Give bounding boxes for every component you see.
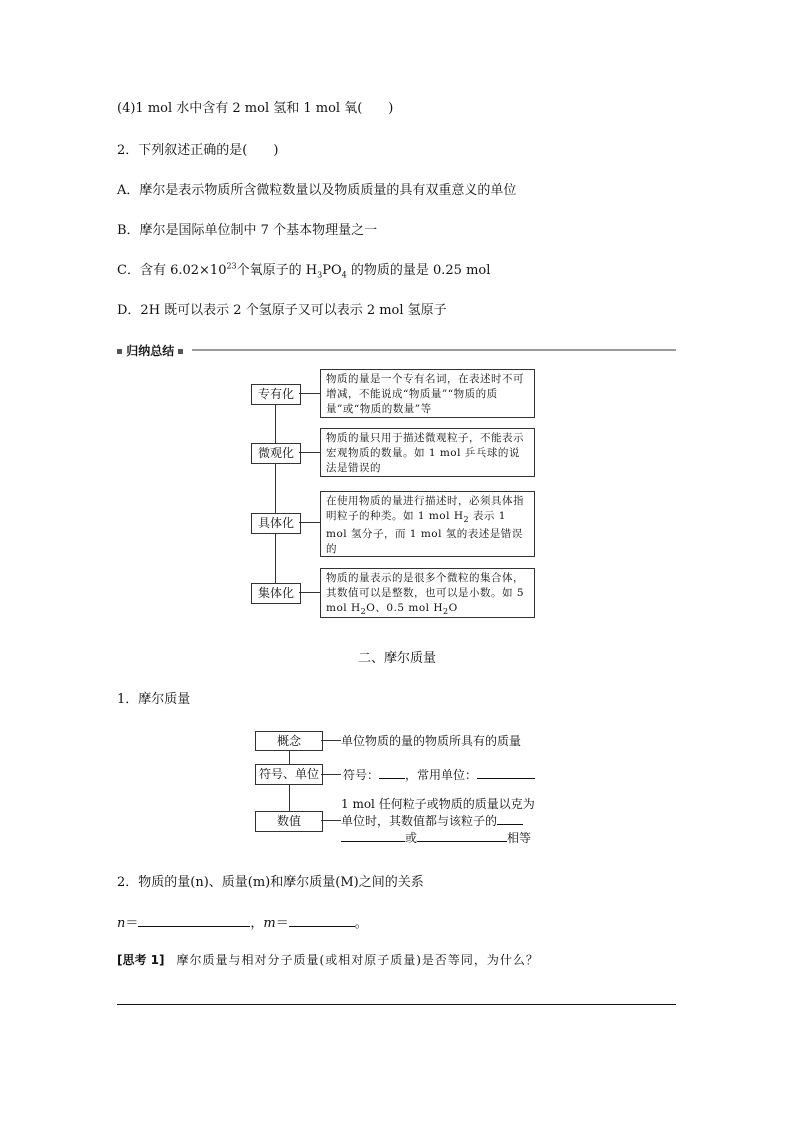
connector	[321, 774, 341, 775]
value-line-2-text: 单位时，其数值都与该粒子的	[341, 814, 498, 828]
question-2-option-d: D．2H 既可以表示 2 个氢原子又可以表示 2 mol 氢原子	[117, 303, 447, 318]
text-collective-a: 物质的量表示的是很多个微粒的集合体，其数值可以是整数，也可以是小数。如 5 mol H	[326, 572, 525, 614]
label-specific: 具体化	[251, 513, 301, 534]
value-or: 或	[405, 831, 418, 845]
summary-heading	[117, 342, 183, 359]
think-text: 摩尔质量与相对分子质量(或相对原子质量)是否等同，为什么？	[176, 953, 539, 967]
question-2-option-a: A．摩尔是表示物质所含微粒数量以及物质质量的具有双重意义的单位	[117, 183, 517, 198]
label-symbol-unit: 符号、单位	[255, 764, 323, 785]
text-collective-sub-2: 2	[443, 607, 449, 617]
option-c-mid: 个氧原子的 H	[236, 263, 318, 278]
label-value: 数值	[255, 811, 323, 832]
question-2-option-b: B．摩尔是国际单位制中 7 个基本物理量之一	[117, 223, 378, 238]
value-blank-a	[497, 812, 523, 825]
relation-heading: 2．物质的量(n)、质量(m)和摩尔质量(M)之间的关系	[117, 875, 424, 890]
question-2-stem: 2．下列叙述正确的是( )	[117, 143, 279, 158]
think-tag: [思考 1]	[117, 953, 165, 967]
option-c-prefix: C．含有 6.02×10	[117, 263, 227, 278]
value-line-2	[341, 812, 535, 829]
connector	[321, 820, 341, 821]
question-2-option-c	[117, 259, 490, 280]
relation-formula	[117, 912, 368, 931]
connector	[299, 393, 320, 394]
label-collective: 集体化	[251, 583, 301, 604]
text-specific	[320, 491, 535, 557]
square-bullet-icon	[117, 349, 122, 354]
connector	[321, 740, 341, 741]
summary-heading-text: 归纳总结	[126, 344, 175, 358]
answer-line	[117, 1004, 676, 1005]
option-c-sub-1: 3	[317, 270, 323, 280]
question-1-item-4: (4)1 mol 水中含有 2 mol 氢和 1 mol 氧( )	[117, 101, 394, 116]
value-text	[341, 796, 535, 846]
molar-mass-heading: 1．摩尔质量	[117, 692, 191, 707]
equals-sign: ＝	[125, 916, 139, 931]
connector	[299, 592, 320, 593]
value-blank-c	[417, 829, 507, 842]
option-c-suffix: 的物质的量是 0.25 mol	[346, 263, 491, 278]
value-line-1: 1 mol 任何粒子或物质的质量以克为	[341, 797, 535, 811]
symbol-label: 符号：	[343, 768, 380, 782]
option-c-exponent: 23	[226, 261, 237, 271]
period: 。	[354, 916, 368, 931]
value-end: 相等	[507, 831, 532, 845]
text-collective-sub-1: 2	[360, 607, 367, 617]
text-specialized: 物质的量是一个专有名词，在表述时不可增减，不能说成“物质量”“物质的质量”或“物质的数量”等	[320, 369, 535, 418]
text-collective-c: O	[448, 602, 458, 614]
option-c-sub-2: 4	[341, 270, 347, 280]
diagram-trunk	[275, 394, 276, 592]
summary-divider	[192, 349, 676, 351]
think-question	[117, 951, 539, 968]
connector	[299, 522, 320, 523]
label-microscopic: 微观化	[251, 443, 301, 464]
m-formula-blank	[289, 914, 355, 927]
symbol-blank	[379, 766, 405, 779]
equals-sign: ＝	[275, 916, 289, 931]
label-specialized: 专有化	[251, 384, 301, 405]
n-symbol: n	[117, 916, 126, 931]
text-microscopic: 物质的量只用于描述微观粒子，不能表示宏观物质的数量。如 1 mol 乒乓球的说法是错误的	[320, 428, 535, 477]
separator: ，	[250, 916, 264, 931]
option-c-mid-2: PO	[322, 263, 342, 278]
n-formula-blank	[138, 914, 250, 927]
section-2-title: 二、摩尔质量	[357, 651, 436, 666]
unit-label: ，常用单位：	[405, 768, 478, 782]
text-specific-sub: 2	[463, 515, 470, 525]
value-blank-b	[341, 829, 405, 842]
value-line-3	[341, 829, 535, 846]
square-bullet-icon	[178, 349, 183, 354]
unit-blank	[477, 766, 535, 779]
connector	[299, 452, 320, 453]
label-concept: 概念	[255, 731, 323, 751]
m-symbol: m	[263, 916, 276, 931]
text-collective	[320, 568, 535, 618]
text-specific-a: 在使用物质的量进行描述时，必须具体指明粒子的种类。如 1 mol H	[326, 495, 524, 522]
text-specific-b: 表示 1 mol 氢分子，而 1 mol 氢的表述是错误的	[326, 510, 523, 556]
symbol-unit-text	[343, 766, 535, 783]
concept-text: 单位物质的量的物质所具有的质量	[341, 734, 522, 748]
text-collective-b: O、0.5 mol H	[366, 602, 444, 614]
